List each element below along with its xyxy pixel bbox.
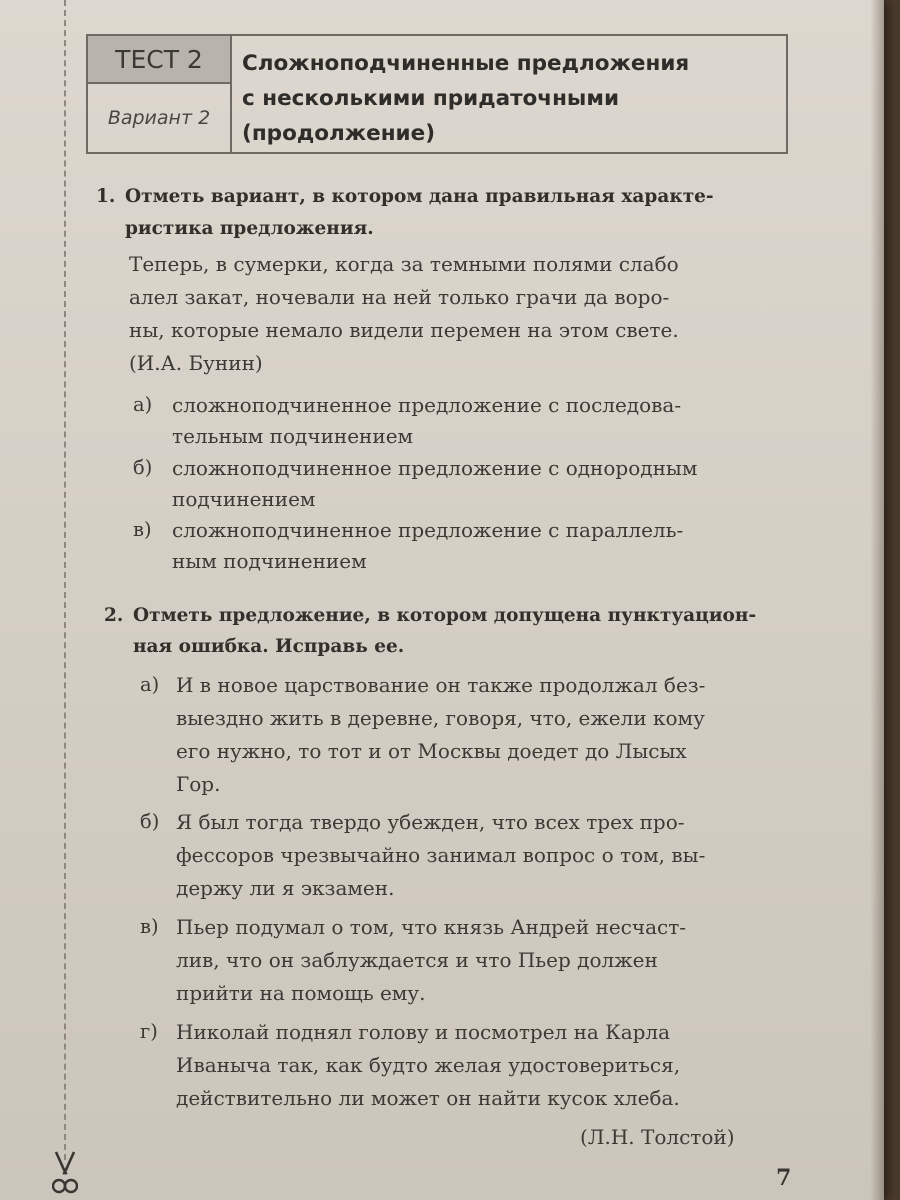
option-letter: г) bbox=[140, 1020, 158, 1043]
option-letter: в) bbox=[140, 915, 159, 938]
question-number: 2. bbox=[104, 605, 124, 626]
option-line: лив, что он заблуждается и что Пьер должен bbox=[176, 948, 658, 972]
option-line: прийти на помощь ему. bbox=[176, 981, 426, 1005]
option-letter: б) bbox=[140, 810, 160, 833]
option-letter: а) bbox=[133, 393, 153, 416]
option-line: действительно ли может он найти кусок хлеба. bbox=[176, 1086, 680, 1110]
option-line: его нужно, то тот и от Москвы доедет до Лысых bbox=[176, 739, 687, 763]
option-letter: в) bbox=[133, 518, 152, 541]
option-line: И в новое царствование он также продолжал без- bbox=[176, 673, 706, 697]
question-prompt-line: ная ошибка. Исправь ее. bbox=[133, 636, 405, 657]
variant-label: Вариант 2 bbox=[107, 107, 211, 129]
title-line: (продолжение) bbox=[242, 121, 436, 146]
test-label: ТЕСТ 2 bbox=[88, 36, 230, 84]
option-line: Гор. bbox=[176, 772, 221, 796]
question-prompt-line: Отметь предложение, в котором допущена пунктуацион- bbox=[133, 605, 757, 626]
cut-line bbox=[64, 0, 66, 1160]
option-letter: б) bbox=[133, 456, 153, 479]
option-line: выездно жить в деревне, говоря, что, ежели кому bbox=[176, 706, 705, 730]
question-prompt-line: ристика предложения. bbox=[125, 218, 374, 239]
quote-line: ны, которые немало видели перемен на этом свете. bbox=[129, 318, 679, 342]
test-title bbox=[232, 36, 786, 152]
quote-attribution: (Л.Н. Толстой) bbox=[580, 1125, 735, 1149]
option-line: подчинением bbox=[172, 487, 316, 511]
option-line: Иваныча так, как будто желая удостовериться, bbox=[176, 1053, 681, 1077]
question-prompt-line: Отметь вариант, в котором дана правильная характе- bbox=[125, 186, 714, 207]
quote-attribution: (И.А. Бунин) bbox=[129, 351, 263, 375]
title-line: с несколькими придаточными bbox=[242, 86, 620, 111]
option-line: сложноподчиненное предложение с однородным bbox=[172, 456, 698, 480]
quote-line: алел закат, ночевали на ней только грачи да воро- bbox=[129, 285, 670, 309]
scissors-icon bbox=[52, 1150, 78, 1198]
page-number: 7 bbox=[776, 1165, 792, 1191]
option-line: сложноподчиненное предложение с последова- bbox=[172, 393, 682, 417]
option-line: Пьер подумал о том, что князь Андрей несчаст- bbox=[176, 915, 687, 939]
option-letter: а) bbox=[140, 673, 160, 696]
option-line: ным подчинением bbox=[172, 549, 367, 573]
quote-line: Теперь, в сумерки, когда за темными полями слабо bbox=[129, 252, 679, 276]
header-left-column bbox=[88, 36, 232, 152]
option-line: держу ли я экзамен. bbox=[176, 876, 395, 900]
question-number: 1. bbox=[96, 186, 116, 207]
option-line: Я был тогда твердо убежден, что всех трех про- bbox=[176, 810, 685, 834]
test-header bbox=[86, 34, 788, 154]
option-line: тельным подчинением bbox=[172, 424, 414, 448]
option-line: Николай поднял голову и посмотрел на Карла bbox=[176, 1020, 671, 1044]
option-line: сложноподчиненное предложение с параллель- bbox=[172, 518, 684, 542]
option-line: фессоров чрезвычайно занимал вопрос о том, вы- bbox=[176, 843, 706, 867]
page-edge-shadow bbox=[870, 0, 884, 1200]
title-line: Сложноподчиненные предложения bbox=[242, 51, 690, 76]
